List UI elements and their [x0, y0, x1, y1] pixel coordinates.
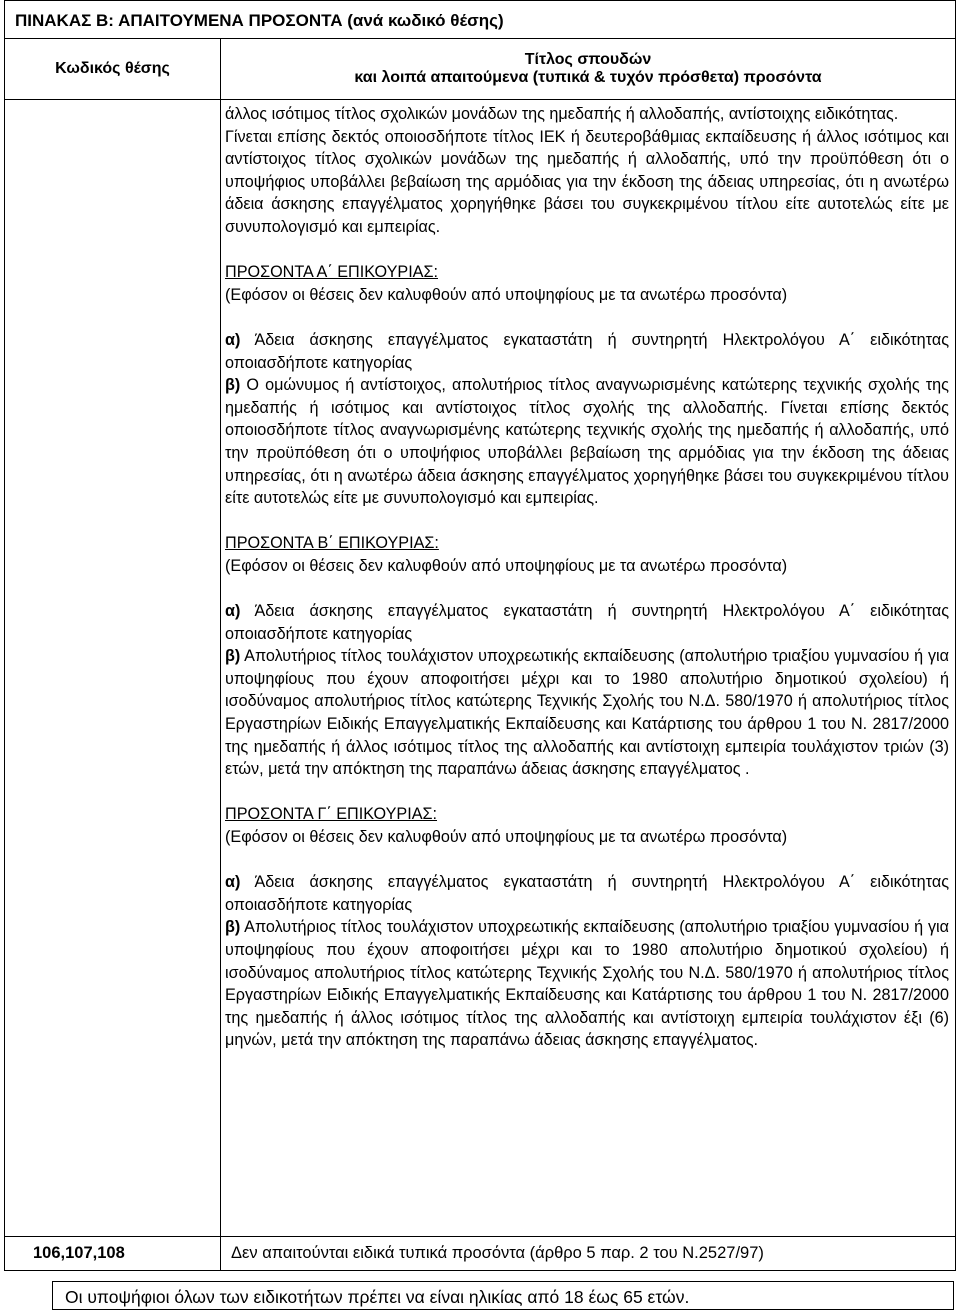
section-c-item-b — [225, 916, 949, 1052]
codes-row — [5, 1237, 956, 1271]
content-cell — [221, 100, 956, 1237]
table-title-row — [5, 1, 956, 39]
section-a-note: (Εφόσον οι θέσεις δεν καλυφθούν από υποψηφίους με τα ανωτέρω προσόντα) — [225, 285, 788, 304]
header-code: Κωδικός θέσης — [5, 39, 221, 100]
intro-paragraph-2: Γίνεται επίσης δεκτός οποιοσδήποτε τίτλος ΙΕΚ ή δευτεροβάθμιας εκπαίδευσης ή άλλος ισότιμος και αντίστοιχος τίτλος σχολικών μονάδων της ημεδαπής ή αλλοδαπής, υπό την προϋπόθεση ότι ο υποψήφιος υποβάλλει βεβαίωση της αρμόδιας για την έκδοση της άδειας υπηρεσίας, ότι η ανωτέρω άδεια άσκησης επαγγέλματος χορηγήθηκε βάσει του συγκεκριμένου τίτλου είτε αυτοτελώς είτε με συνυπολογισμό και εμπειρίας. — [225, 127, 949, 236]
item-b-text: Απολυτήριος τίτλος τουλάχιστον υποχρεωτικής εκπαίδευσης (απολυτήριο τριαξίου γυμνασίου ή για υποψηφίους που έχουν αποφοιτήσει μέχρι και το 1980 απολυτήριο δημοτικού σχολείου) ή ισοδύναμος απολυτήριος τίτλος κατώτερης Τεχνικής Σχολής του Ν.Δ. 580/1970 ή απολυτήριος τίτλος Εργαστηρίων Ειδικής Επαγγελματικής Εκπαίδευσης και Κατάρτισης του άρθρου 1 του Ν. 2817/2000 της ημεδαπής ή άλλος ισότιμος τίτλος της αλλοδαπής και αντίστοιχη εμπειρία τουλάχιστον τριών (3) ετών, μετά την απόκτηση της παραπάνω άδειας άσκησης επαγγέλματος . — [225, 647, 949, 779]
header-title — [221, 39, 956, 100]
intro-paragraph: άλλος ισότιμος τίτλος σχολικών μονάδων της ημεδαπής ή αλλοδαπής, αντίστοιχης ειδικότητας. — [225, 105, 899, 123]
item-a-text: Άδεια άσκησης επαγγέλματος εγκαταστάτη ή συντηρητή Ηλεκτρολόγου Α΄ ειδικότητας οποιασδήποτε κατηγορίας — [225, 873, 949, 914]
section-c-heading: ΠΡΟΣΟΝΤΑ Γ΄ ΕΠΙΚΟΥΡΙΑΣ: — [225, 805, 438, 824]
empty-code-cell — [5, 100, 221, 1237]
item-b-text: Ο ομώνυμος ή αντίστοιχος, απολυτήριος τίτλος αναγνωρισμένης κατώτερης τεχνικής σχολής της ημεδαπής ή ισότιμος και αντίστοιχος τίτλος σχολής της αλλοδαπής. Γίνεται επίσης δεκτός οποιοσδήποτε τίτλος αναγνωρισμένης κατώτερης τεχνικής σχολής της ημεδαπής ή αλλοδαπής, υπό την προϋπόθεση ότι ο υποψήφιος υποβάλλει βεβαίωση της αρμόδιας για την έκδοση της άδειας υπηρεσίας, ότι η ανωτέρω άδεια άσκησης επαγγέλματος χορηγήθηκε βάσει του συγκεκριμένου τίτλου είτε αυτοτελώς είτε με συνυπολογισμό και εμπειρίας. — [225, 376, 949, 508]
section-a-item-a — [225, 329, 949, 374]
section-c-note: (Εφόσον οι θέσεις δεν καλυφθούν από υποψηφίους με τα ανωτέρω προσόντα) — [225, 828, 788, 846]
section-b-note: (Εφόσον οι θέσεις δεν καλυφθούν από υποψηφίους με τα ανωτέρω προσόντα) — [225, 556, 788, 575]
content-row — [5, 100, 956, 1237]
section-b-heading: ΠΡΟΣΟΝΤΑ Β΄ ΕΠΙΚΟΥΡΙΑΣ: — [225, 534, 439, 553]
age-requirement-note: Οι υποψήφιοι όλων των ειδικοτήτων πρέπει να είναι ηλικίας από 18 έως 65 ετών. — [52, 1281, 954, 1310]
item-a-text: Άδεια άσκησης επαγγέλματος εγκαταστάτη ή συντηρητή Ηλεκτρολόγου Α΄ ειδικότητας οποιασδήποτε κατηγορίας — [225, 330, 949, 372]
header-title-line1: Τίτλος σπουδών — [524, 51, 652, 68]
item-a-label: α) — [225, 602, 241, 621]
table-header-row — [5, 39, 956, 100]
item-b-text: Απολυτήριος τίτλος τουλάχιστον υποχρεωτικής εκπαίδευσης (απολυτήριο τριαξίου γυμνασίου ή για υποψηφίους που έχουν αποφοιτήσει μέχρι και το 1980 απολυτήριο δημοτικού σχολείου) ή ισοδύναμος απολυτήριος τίτλος κατώτερης Τεχνικής Σχολής του Ν.Δ. 580/1970 ή απολυτήριος τίτλος Εργαστηρίων Ειδικής Επαγγελματικής Εκπαίδευσης και Κατάρτισης του άρθρου 1 του Ν. 2817/2000 της ημεδαπής ή άλλος ισότιμος τίτλος της αλλοδαπής και αντίστοιχη εμπειρία τουλάχιστον έξι (6) μηνών, μετά την απόκτηση της παραπάνω άδειας άσκησης επαγγέλματος. — [225, 918, 949, 1050]
item-b-label: β) — [225, 918, 241, 937]
item-a-text: Άδεια άσκησης επαγγέλματος εγκαταστάτη ή συντηρητή Ηλεκτρολόγου Α΄ ειδικότητας οποιασδήποτε κατηγορίας — [225, 602, 949, 643]
section-c-item-a — [225, 871, 949, 916]
requirements-table — [4, 0, 956, 1271]
item-a-label: α) — [225, 873, 241, 892]
item-a-label: α) — [225, 330, 241, 349]
section-b-item-a — [225, 600, 949, 645]
section-a-heading: ΠΡΟΣΟΝΤΑ Α΄ ΕΠΙΚΟΥΡΙΑΣ: — [225, 263, 438, 282]
item-b-label: β) — [225, 647, 241, 666]
section-a-item-b — [225, 374, 949, 510]
section-b-item-b — [225, 645, 949, 781]
codes-requirement: Δεν απαιτούνται ειδικά τυπικά προσόντα (άρθρο 5 παρ. 2 του Ν.2527/97) — [221, 1237, 956, 1271]
table-title: ΠΙΝΑΚΑΣ Β: ΑΠΑΙΤΟΥΜΕΝΑ ΠΡΟΣΟΝΤΑ (ανά κωδικό θέσης) — [5, 1, 956, 39]
header-title-line2: και λοιπά απαιτούμενα (τυπικά & τυχόν πρόσθετα) προσόντα — [354, 69, 822, 86]
item-b-label: β) — [225, 376, 241, 395]
codes-cell: 106,107,108 — [5, 1237, 221, 1271]
